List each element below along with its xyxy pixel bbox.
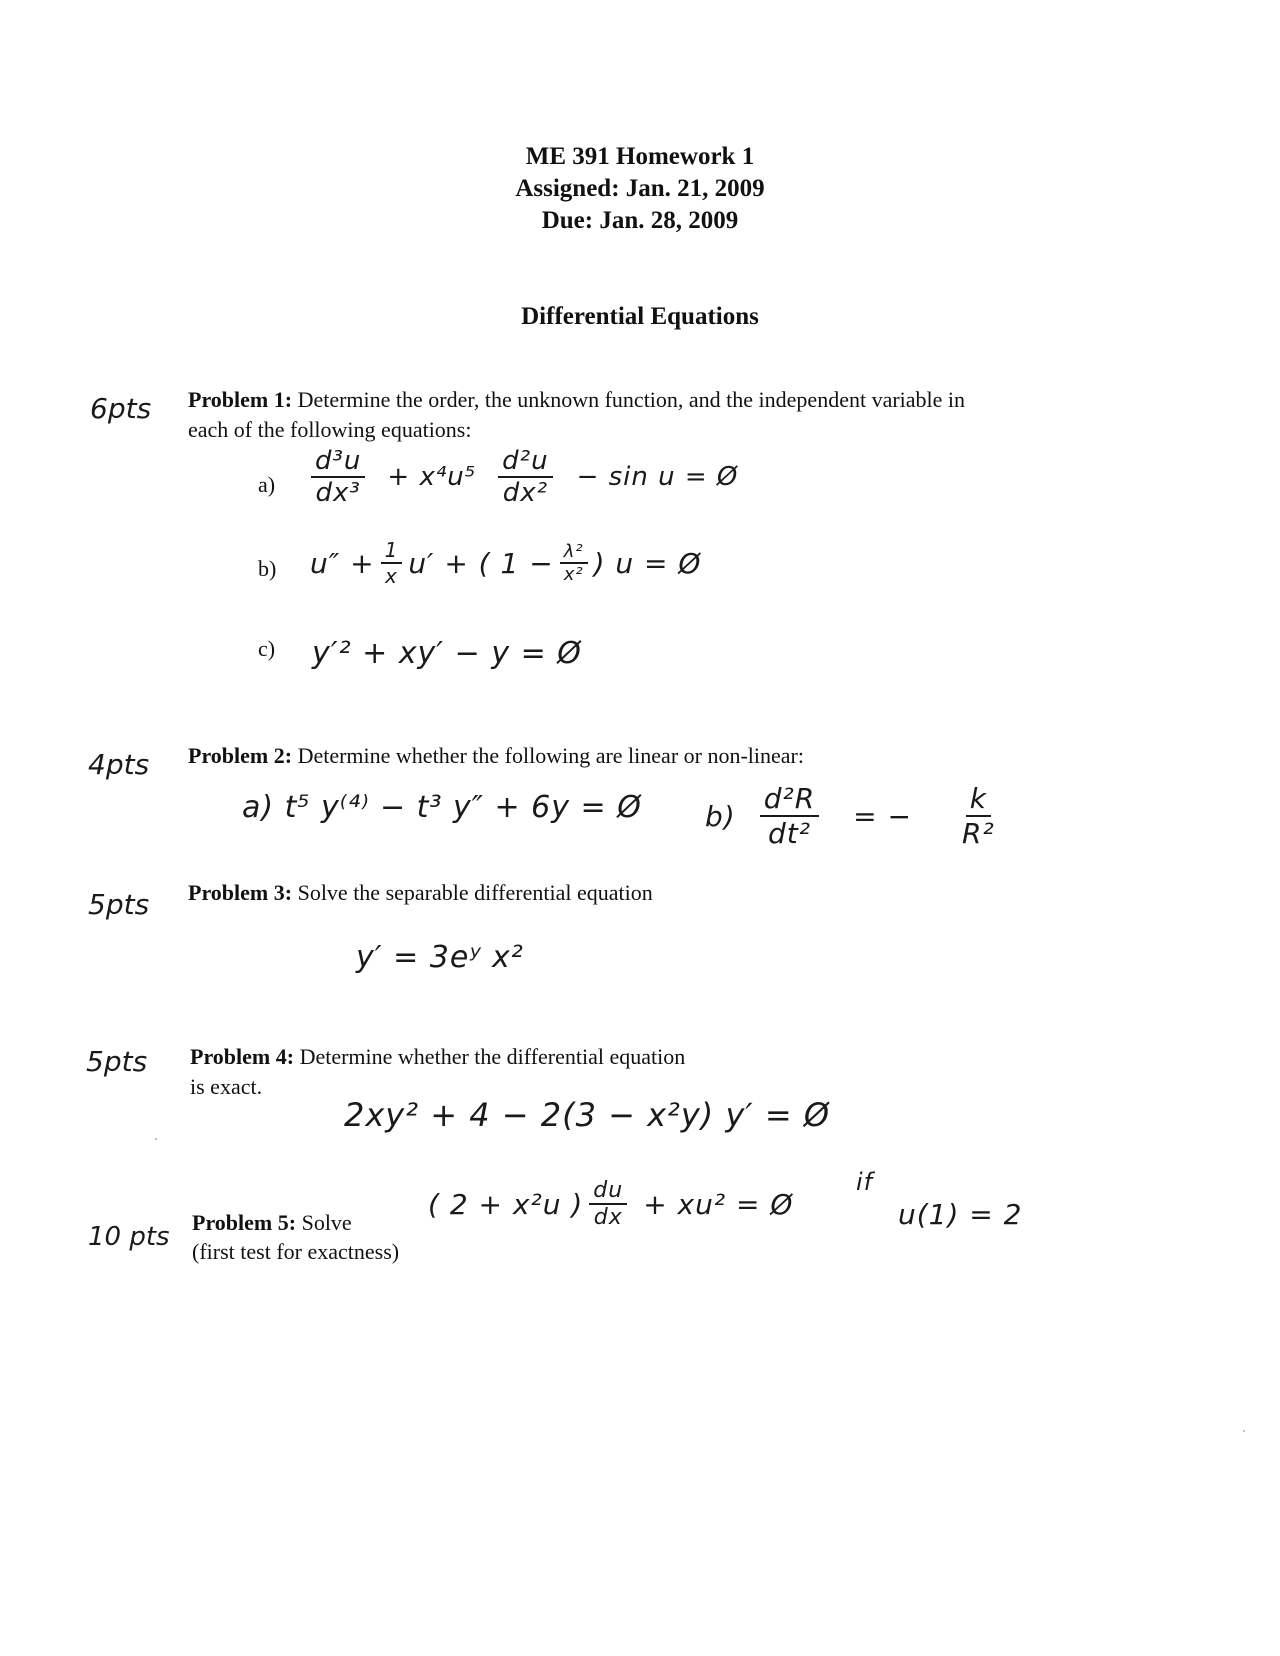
problem1-b-den2: x² — [563, 564, 584, 585]
problem1-a-equation — [305, 446, 738, 508]
problem2-b-num2: k — [966, 782, 991, 817]
problem5-text-line1: Solve — [301, 1210, 352, 1235]
problem3-statement — [188, 878, 1088, 908]
problem5-eq-tail: + xu² = Ø — [643, 1187, 794, 1221]
problem1-a-num2: d²u — [498, 446, 552, 478]
problem5-statement — [192, 1208, 352, 1238]
problem3-heading: Problem 3: — [188, 880, 293, 905]
problem3-text: Solve the separable differential equation — [297, 880, 653, 905]
problem1-c-equation: y′² + xy′ − y = Ø — [312, 636, 582, 671]
section-title: Differential Equations — [521, 303, 759, 330]
problem2-b-eq: = − — [853, 799, 912, 833]
problem5-eq-head: ( 2 + x²u ) — [428, 1187, 584, 1221]
problem3-equation: y′ = 3eʸ x² — [356, 940, 524, 975]
problem1-statement — [188, 385, 1088, 415]
problem1-b-tail: ) u = Ø — [593, 546, 702, 580]
problem1-a-tail: − sin u = Ø — [576, 462, 739, 492]
homework-title: ME 391 Homework 1 — [525, 143, 755, 170]
problem2-b-num: d²R — [760, 782, 819, 817]
problem1-a-fraction2 — [498, 446, 552, 508]
problem1-b-num2: λ² — [560, 541, 588, 564]
problem1-text-line1: Determine the order, the unknown function, and the independent variable in — [297, 387, 966, 412]
problem2-b-den: dt² — [767, 817, 811, 850]
problem4-heading: Problem 4: — [190, 1044, 295, 1069]
problem2-heading: Problem 2: — [188, 743, 293, 768]
problem1-text-line2: each of the following equations: — [188, 417, 472, 442]
problem4-statement — [190, 1042, 1090, 1072]
problem2-b-fraction1 — [760, 782, 819, 850]
problem1-a-fraction1 — [311, 446, 365, 508]
problem4-text-line1: Determine whether the differential equation — [299, 1044, 686, 1069]
problem2-b-fraction2 — [958, 782, 999, 850]
problem5-num: du — [589, 1178, 627, 1205]
problem5-condition: u(1) = 2 — [898, 1198, 1023, 1231]
problem5-text-line2: (first test for exactness) — [192, 1239, 400, 1264]
problem2-statement — [188, 741, 1088, 771]
problem1-b-den: x — [385, 564, 398, 588]
scan-speck — [155, 1138, 157, 1140]
problem5-heading: Problem 5: — [192, 1210, 297, 1235]
problem1-a-den2: dx² — [502, 478, 549, 508]
problem1-heading: Problem 1: — [188, 387, 293, 412]
problem2-a-equation: a) t⁵ y⁽⁴⁾ − t³ y″ + 6y = Ø — [242, 790, 642, 825]
problem1-b-head: u″ + — [310, 546, 375, 580]
problem2-points: 4pts — [88, 748, 150, 781]
problem1-points: 6pts — [90, 392, 152, 425]
problem1-b-label: b) — [258, 556, 277, 581]
problem1-b-fraction2 — [560, 541, 588, 585]
problem5-points: 10 pts — [88, 1222, 170, 1252]
assigned-date: Assigned: Jan. 21, 2009 — [515, 175, 765, 202]
problem2-b-den2: R² — [961, 817, 995, 850]
problem5-if: if — [856, 1168, 874, 1196]
problem5-fraction — [589, 1178, 627, 1230]
problem1-a-num: d³u — [311, 446, 365, 478]
problem2-text: Determine whether the following are linear or non-linear: — [297, 743, 804, 768]
problem1-b-equation — [310, 538, 701, 588]
problem1-c-label: c) — [258, 636, 276, 661]
problem4-text-line2: is exact. — [190, 1074, 263, 1099]
problem2-b-label: b) — [705, 799, 736, 833]
problem5-equation — [428, 1178, 793, 1230]
problem4-points: 5pts — [86, 1045, 148, 1078]
problem5-den: dx — [593, 1205, 623, 1230]
problem1-b-mid: u′ + ( 1 − — [408, 546, 554, 580]
problem1-a-label: a) — [258, 472, 276, 497]
due-date: Due: Jan. 28, 2009 — [541, 207, 739, 234]
problem1-b-num: 1 — [381, 538, 403, 564]
problem1-a-mid: + x⁴u⁵ — [387, 462, 477, 492]
scan-speck — [1243, 1430, 1245, 1432]
problem3-points: 5pts — [88, 888, 150, 921]
problem1-a-den: dx³ — [315, 478, 361, 508]
problem2-b-equation — [705, 782, 1005, 850]
problem1-b-fraction1 — [381, 538, 403, 588]
problem4-equation: 2xy² + 4 − 2(3 − x²y) y′ = Ø — [344, 1096, 830, 1134]
